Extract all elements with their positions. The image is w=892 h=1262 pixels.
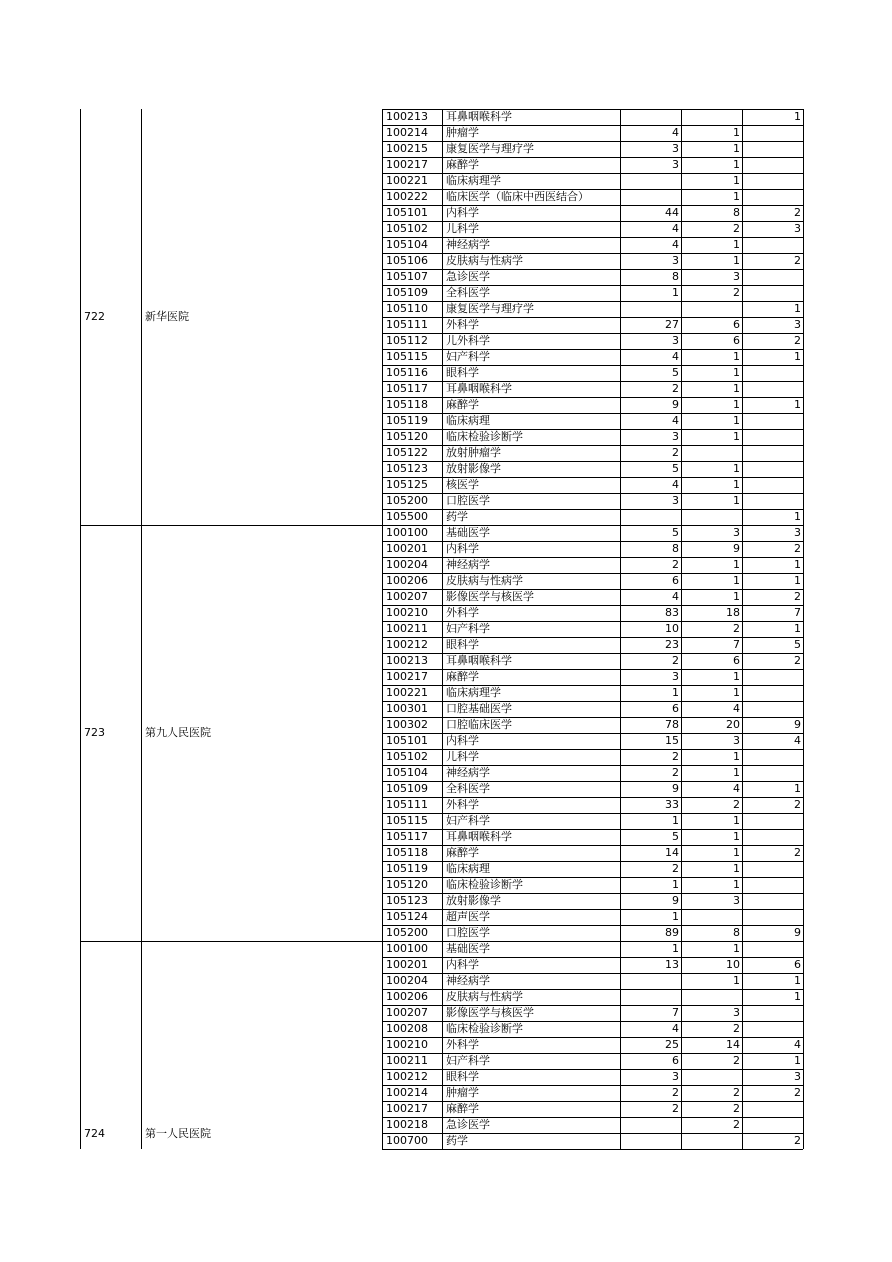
count-col1-cell: 3 bbox=[672, 254, 679, 267]
count-col2-cell: 1 bbox=[733, 590, 740, 603]
count-col1-cell: 3 bbox=[672, 670, 679, 683]
major-code-cell: 105102 bbox=[386, 222, 428, 235]
major-name-cell: 耳鼻咽喉科学 bbox=[446, 830, 512, 843]
major-code-cell: 100210 bbox=[386, 606, 428, 619]
major-name-cell: 急诊医学 bbox=[446, 270, 490, 283]
major-code-cell: 100208 bbox=[386, 1022, 428, 1035]
count-col2-cell: 1 bbox=[733, 494, 740, 507]
count-col1-cell: 15 bbox=[665, 734, 679, 747]
count-col1-cell: 2 bbox=[672, 862, 679, 875]
major-name-cell: 临床病理学 bbox=[446, 174, 501, 187]
major-code-cell: 100301 bbox=[386, 702, 428, 715]
count-col1-cell: 4 bbox=[672, 478, 679, 491]
major-code-cell: 105119 bbox=[386, 862, 428, 875]
count-col2-cell: 3 bbox=[733, 1006, 740, 1019]
major-code-cell: 105119 bbox=[386, 414, 428, 427]
major-name-cell: 内科学 bbox=[446, 206, 479, 219]
major-name-cell: 妇产科学 bbox=[446, 1054, 490, 1067]
count-col3-cell: 2 bbox=[794, 1086, 801, 1099]
count-col2-cell: 1 bbox=[733, 126, 740, 139]
major-name-cell: 影像医学与核医学 bbox=[446, 590, 534, 603]
count-col3-cell: 4 bbox=[794, 734, 801, 747]
count-col2-cell: 4 bbox=[733, 782, 740, 795]
major-name-cell: 药学 bbox=[446, 510, 468, 523]
count-col1-cell: 9 bbox=[672, 398, 679, 411]
count-col1-cell: 5 bbox=[672, 526, 679, 539]
table-column-border bbox=[803, 109, 804, 1149]
major-name-cell: 外科学 bbox=[446, 1038, 479, 1051]
major-code-cell: 100204 bbox=[386, 558, 428, 571]
major-name-cell: 麻醉学 bbox=[446, 158, 479, 171]
major-name-cell: 外科学 bbox=[446, 606, 479, 619]
count-col1-cell: 5 bbox=[672, 462, 679, 475]
count-col2-cell: 6 bbox=[733, 334, 740, 347]
major-code-cell: 100207 bbox=[386, 590, 428, 603]
major-name-cell: 眼科学 bbox=[446, 366, 479, 379]
count-col1-cell: 4 bbox=[672, 222, 679, 235]
count-col3-cell: 1 bbox=[794, 302, 801, 315]
count-col1-cell: 4 bbox=[672, 1022, 679, 1035]
count-col2-cell: 2 bbox=[733, 1086, 740, 1099]
count-col1-cell: 2 bbox=[672, 1086, 679, 1099]
count-col2-cell: 1 bbox=[733, 558, 740, 571]
major-code-cell: 100212 bbox=[386, 638, 428, 651]
major-name-cell: 麻醉学 bbox=[446, 1102, 479, 1115]
count-col1-cell: 8 bbox=[672, 542, 679, 555]
major-name-cell: 外科学 bbox=[446, 798, 479, 811]
major-name-cell: 皮肤病与性病学 bbox=[446, 574, 523, 587]
count-col1-cell: 1 bbox=[672, 814, 679, 827]
major-name-cell: 神经病学 bbox=[446, 766, 490, 779]
count-col3-cell: 2 bbox=[794, 1134, 801, 1147]
count-col3-cell: 2 bbox=[794, 334, 801, 347]
major-code-cell: 105125 bbox=[386, 478, 428, 491]
count-col2-cell: 1 bbox=[733, 478, 740, 491]
count-col2-cell: 2 bbox=[733, 286, 740, 299]
count-col2-cell: 1 bbox=[733, 158, 740, 171]
major-code-cell: 105106 bbox=[386, 254, 428, 267]
count-col1-cell: 5 bbox=[672, 830, 679, 843]
major-name-cell: 超声医学 bbox=[446, 910, 490, 923]
major-code-cell: 100213 bbox=[386, 654, 428, 667]
major-code-cell: 105200 bbox=[386, 494, 428, 507]
major-name-cell: 口腔临床医学 bbox=[446, 718, 512, 731]
count-col1-cell: 44 bbox=[665, 206, 679, 219]
major-name-cell: 药学 bbox=[446, 1134, 468, 1147]
major-code-cell: 105116 bbox=[386, 366, 428, 379]
count-col1-cell: 14 bbox=[665, 846, 679, 859]
count-col1-cell: 78 bbox=[665, 718, 679, 731]
major-name-cell: 神经病学 bbox=[446, 974, 490, 987]
major-code-cell: 100201 bbox=[386, 958, 428, 971]
count-col3-cell: 3 bbox=[794, 526, 801, 539]
count-col2-cell: 6 bbox=[733, 654, 740, 667]
major-code-cell: 100213 bbox=[386, 110, 428, 123]
count-col2-cell: 2 bbox=[733, 1102, 740, 1115]
major-code-cell: 105117 bbox=[386, 382, 428, 395]
count-col2-cell: 3 bbox=[733, 894, 740, 907]
count-col3-cell: 3 bbox=[794, 222, 801, 235]
count-col3-cell: 2 bbox=[794, 254, 801, 267]
count-col1-cell: 3 bbox=[672, 334, 679, 347]
count-col3-cell: 2 bbox=[794, 590, 801, 603]
major-name-cell: 内科学 bbox=[446, 734, 479, 747]
count-col2-cell: 1 bbox=[733, 878, 740, 891]
major-code-cell: 105124 bbox=[386, 910, 428, 923]
major-code-cell: 105120 bbox=[386, 430, 428, 443]
count-col1-cell: 1 bbox=[672, 686, 679, 699]
count-col2-cell: 1 bbox=[733, 830, 740, 843]
hospital-name: 第九人民医院 bbox=[145, 726, 211, 739]
count-col2-cell: 2 bbox=[733, 1054, 740, 1067]
major-code-cell: 100207 bbox=[386, 1006, 428, 1019]
count-col1-cell: 1 bbox=[672, 910, 679, 923]
count-col3-cell: 1 bbox=[794, 782, 801, 795]
count-col3-cell: 3 bbox=[794, 318, 801, 331]
count-col1-cell: 1 bbox=[672, 942, 679, 955]
count-col1-cell: 4 bbox=[672, 238, 679, 251]
count-col3-cell: 2 bbox=[794, 542, 801, 555]
count-col1-cell: 7 bbox=[672, 1006, 679, 1019]
count-col2-cell: 1 bbox=[733, 398, 740, 411]
major-code-cell: 100214 bbox=[386, 126, 428, 139]
major-code-cell: 105101 bbox=[386, 734, 428, 747]
major-name-cell: 麻醉学 bbox=[446, 670, 479, 683]
count-col3-cell: 1 bbox=[794, 990, 801, 1003]
count-col1-cell: 2 bbox=[672, 382, 679, 395]
major-code-cell: 100221 bbox=[386, 174, 428, 187]
major-name-cell: 麻醉学 bbox=[446, 846, 479, 859]
hospital-id: 724 bbox=[84, 1127, 105, 1140]
major-code-cell: 100215 bbox=[386, 142, 428, 155]
major-code-cell: 105111 bbox=[386, 318, 428, 331]
count-col2-cell: 3 bbox=[733, 734, 740, 747]
count-col3-cell: 1 bbox=[794, 622, 801, 635]
major-code-cell: 100218 bbox=[386, 1118, 428, 1131]
count-col3-cell: 2 bbox=[794, 798, 801, 811]
major-name-cell: 核医学 bbox=[446, 478, 479, 491]
major-name-cell: 放射影像学 bbox=[446, 462, 501, 475]
major-name-cell: 眼科学 bbox=[446, 638, 479, 651]
major-name-cell: 耳鼻咽喉科学 bbox=[446, 382, 512, 395]
major-code-cell: 105118 bbox=[386, 398, 428, 411]
major-code-cell: 100100 bbox=[386, 526, 428, 539]
count-col2-cell: 1 bbox=[733, 686, 740, 699]
major-name-cell: 临床病理 bbox=[446, 862, 490, 875]
major-code-cell: 105117 bbox=[386, 830, 428, 843]
table-column-border bbox=[681, 109, 682, 1149]
major-name-cell: 内科学 bbox=[446, 542, 479, 555]
major-code-cell: 105115 bbox=[386, 350, 428, 363]
count-col1-cell: 5 bbox=[672, 366, 679, 379]
count-col1-cell: 33 bbox=[665, 798, 679, 811]
count-col2-cell: 1 bbox=[733, 142, 740, 155]
major-code-cell: 105200 bbox=[386, 926, 428, 939]
major-code-cell: 100217 bbox=[386, 158, 428, 171]
hospital-group-divider bbox=[80, 941, 382, 942]
count-col1-cell: 27 bbox=[665, 318, 679, 331]
count-col2-cell: 10 bbox=[726, 958, 740, 971]
count-col2-cell: 7 bbox=[733, 638, 740, 651]
major-name-cell: 肿瘤学 bbox=[446, 126, 479, 139]
count-col2-cell: 8 bbox=[733, 206, 740, 219]
count-col2-cell: 1 bbox=[733, 238, 740, 251]
major-name-cell: 临床病理学 bbox=[446, 686, 501, 699]
count-col1-cell: 3 bbox=[672, 1070, 679, 1083]
major-code-cell: 105102 bbox=[386, 750, 428, 763]
major-code-cell: 105104 bbox=[386, 238, 428, 251]
major-name-cell: 放射影像学 bbox=[446, 894, 501, 907]
count-col2-cell: 1 bbox=[733, 974, 740, 987]
table-column-border bbox=[742, 109, 743, 1149]
count-col1-cell: 3 bbox=[672, 158, 679, 171]
count-col1-cell: 2 bbox=[672, 750, 679, 763]
count-col3-cell: 2 bbox=[794, 846, 801, 859]
count-col2-cell: 1 bbox=[733, 462, 740, 475]
major-code-cell: 105109 bbox=[386, 286, 428, 299]
count-col1-cell: 3 bbox=[672, 494, 679, 507]
count-col1-cell: 2 bbox=[672, 1102, 679, 1115]
count-col2-cell: 1 bbox=[733, 846, 740, 859]
count-col1-cell: 4 bbox=[672, 350, 679, 363]
major-name-cell: 外科学 bbox=[446, 318, 479, 331]
major-name-cell: 基础医学 bbox=[446, 942, 490, 955]
major-name-cell: 康复医学与理疗学 bbox=[446, 302, 534, 315]
major-code-cell: 105123 bbox=[386, 462, 428, 475]
count-col3-cell: 4 bbox=[794, 1038, 801, 1051]
count-col3-cell: 9 bbox=[794, 718, 801, 731]
major-name-cell: 临床检验诊断学 bbox=[446, 430, 523, 443]
major-name-cell: 耳鼻咽喉科学 bbox=[446, 110, 512, 123]
major-name-cell: 临床检验诊断学 bbox=[446, 878, 523, 891]
hospital-group-divider bbox=[80, 525, 382, 526]
count-col1-cell: 83 bbox=[665, 606, 679, 619]
count-col3-cell: 6 bbox=[794, 958, 801, 971]
major-name-cell: 儿科学 bbox=[446, 222, 479, 235]
count-col1-cell: 2 bbox=[672, 558, 679, 571]
major-name-cell: 妇产科学 bbox=[446, 350, 490, 363]
count-col2-cell: 2 bbox=[733, 622, 740, 635]
table-column-border bbox=[620, 109, 621, 1149]
count-col2-cell: 3 bbox=[733, 270, 740, 283]
major-name-cell: 临床检验诊断学 bbox=[446, 1022, 523, 1035]
major-code-cell: 100204 bbox=[386, 974, 428, 987]
count-col2-cell: 20 bbox=[726, 718, 740, 731]
major-code-cell: 100222 bbox=[386, 190, 428, 203]
count-col1-cell: 6 bbox=[672, 574, 679, 587]
count-col3-cell: 7 bbox=[794, 606, 801, 619]
major-code-cell: 105111 bbox=[386, 798, 428, 811]
count-col3-cell: 2 bbox=[794, 206, 801, 219]
count-col1-cell: 23 bbox=[665, 638, 679, 651]
major-name-cell: 妇产科学 bbox=[446, 814, 490, 827]
major-code-cell: 100206 bbox=[386, 990, 428, 1003]
major-name-cell: 妇产科学 bbox=[446, 622, 490, 635]
count-col2-cell: 1 bbox=[733, 942, 740, 955]
count-col1-cell: 3 bbox=[672, 430, 679, 443]
count-col2-cell: 1 bbox=[733, 254, 740, 267]
count-col3-cell: 1 bbox=[794, 350, 801, 363]
major-code-cell: 100221 bbox=[386, 686, 428, 699]
major-name-cell: 急诊医学 bbox=[446, 1118, 490, 1131]
major-name-cell: 康复医学与理疗学 bbox=[446, 142, 534, 155]
count-col2-cell: 1 bbox=[733, 430, 740, 443]
major-name-cell: 皮肤病与性病学 bbox=[446, 990, 523, 1003]
count-col2-cell: 2 bbox=[733, 798, 740, 811]
major-name-cell: 临床病理 bbox=[446, 414, 490, 427]
major-code-cell: 100100 bbox=[386, 942, 428, 955]
count-col2-cell: 1 bbox=[733, 414, 740, 427]
major-name-cell: 口腔医学 bbox=[446, 494, 490, 507]
major-name-cell: 放射肿瘤学 bbox=[446, 446, 501, 459]
hospital-name: 第一人民医院 bbox=[145, 1127, 211, 1140]
major-name-cell: 眼科学 bbox=[446, 1070, 479, 1083]
count-col3-cell: 9 bbox=[794, 926, 801, 939]
count-col3-cell: 3 bbox=[794, 1070, 801, 1083]
count-col1-cell: 8 bbox=[672, 270, 679, 283]
major-code-cell: 105118 bbox=[386, 846, 428, 859]
count-col2-cell: 1 bbox=[733, 574, 740, 587]
major-code-cell: 105123 bbox=[386, 894, 428, 907]
major-code-cell: 100302 bbox=[386, 718, 428, 731]
major-code-cell: 100206 bbox=[386, 574, 428, 587]
major-name-cell: 儿外科学 bbox=[446, 334, 490, 347]
count-col2-cell: 2 bbox=[733, 1022, 740, 1035]
count-col2-cell: 1 bbox=[733, 190, 740, 203]
count-col2-cell: 1 bbox=[733, 350, 740, 363]
major-code-cell: 105104 bbox=[386, 766, 428, 779]
count-col3-cell: 1 bbox=[794, 974, 801, 987]
left-column-border bbox=[80, 109, 81, 1149]
count-col1-cell: 13 bbox=[665, 958, 679, 971]
major-name-cell: 影像医学与核医学 bbox=[446, 1006, 534, 1019]
major-name-cell: 临床医学（临床中西医结合） bbox=[446, 190, 589, 203]
count-col2-cell: 2 bbox=[733, 222, 740, 235]
count-col2-cell: 4 bbox=[733, 702, 740, 715]
table-column-border bbox=[382, 109, 383, 1149]
count-col2-cell: 9 bbox=[733, 542, 740, 555]
major-name-cell: 内科学 bbox=[446, 958, 479, 971]
count-col2-cell: 2 bbox=[733, 1118, 740, 1131]
count-col2-cell: 1 bbox=[733, 366, 740, 379]
count-col1-cell: 4 bbox=[672, 126, 679, 139]
count-col3-cell: 1 bbox=[794, 574, 801, 587]
count-col3-cell: 1 bbox=[794, 110, 801, 123]
count-col1-cell: 2 bbox=[672, 766, 679, 779]
hospital-id: 722 bbox=[84, 310, 105, 323]
major-code-cell: 105110 bbox=[386, 302, 428, 315]
major-code-cell: 100214 bbox=[386, 1086, 428, 1099]
count-col3-cell: 1 bbox=[794, 558, 801, 571]
major-code-cell: 100700 bbox=[386, 1134, 428, 1147]
major-code-cell: 100210 bbox=[386, 1038, 428, 1051]
count-col2-cell: 8 bbox=[733, 926, 740, 939]
table-column-border bbox=[442, 109, 443, 1149]
count-col1-cell: 3 bbox=[672, 142, 679, 155]
major-name-cell: 肿瘤学 bbox=[446, 1086, 479, 1099]
major-name-cell: 口腔基础医学 bbox=[446, 702, 512, 715]
count-col1-cell: 1 bbox=[672, 286, 679, 299]
hospital-name: 新华医院 bbox=[145, 310, 189, 323]
major-name-cell: 儿科学 bbox=[446, 750, 479, 763]
count-col2-cell: 1 bbox=[733, 814, 740, 827]
count-col1-cell: 9 bbox=[672, 782, 679, 795]
count-col2-cell: 1 bbox=[733, 766, 740, 779]
major-code-cell: 100211 bbox=[386, 622, 428, 635]
count-col1-cell: 6 bbox=[672, 702, 679, 715]
count-col3-cell: 5 bbox=[794, 638, 801, 651]
major-code-cell: 105120 bbox=[386, 878, 428, 891]
count-col1-cell: 4 bbox=[672, 590, 679, 603]
major-code-cell: 105122 bbox=[386, 446, 428, 459]
major-code-cell: 105109 bbox=[386, 782, 428, 795]
count-col1-cell: 1 bbox=[672, 878, 679, 891]
major-name-cell: 皮肤病与性病学 bbox=[446, 254, 523, 267]
major-name-cell: 麻醉学 bbox=[446, 398, 479, 411]
table-row-border bbox=[382, 1149, 803, 1150]
major-name-cell: 全科医学 bbox=[446, 782, 490, 795]
major-code-cell: 105107 bbox=[386, 270, 428, 283]
major-name-cell: 神经病学 bbox=[446, 558, 490, 571]
major-code-cell: 100201 bbox=[386, 542, 428, 555]
count-col1-cell: 4 bbox=[672, 414, 679, 427]
major-name-cell: 口腔医学 bbox=[446, 926, 490, 939]
hospital-id: 723 bbox=[84, 726, 105, 739]
count-col1-cell: 6 bbox=[672, 1054, 679, 1067]
count-col1-cell: 10 bbox=[665, 622, 679, 635]
count-col2-cell: 14 bbox=[726, 1038, 740, 1051]
major-name-cell: 耳鼻咽喉科学 bbox=[446, 654, 512, 667]
major-code-cell: 105101 bbox=[386, 206, 428, 219]
count-col2-cell: 18 bbox=[726, 606, 740, 619]
count-col3-cell: 1 bbox=[794, 398, 801, 411]
major-code-cell: 105115 bbox=[386, 814, 428, 827]
count-col2-cell: 1 bbox=[733, 750, 740, 763]
major-code-cell: 100217 bbox=[386, 670, 428, 683]
major-code-cell: 100212 bbox=[386, 1070, 428, 1083]
count-col2-cell: 1 bbox=[733, 382, 740, 395]
major-name-cell: 神经病学 bbox=[446, 238, 490, 251]
major-code-cell: 100217 bbox=[386, 1102, 428, 1115]
count-col3-cell: 1 bbox=[794, 1054, 801, 1067]
count-col2-cell: 3 bbox=[733, 526, 740, 539]
major-code-cell: 100211 bbox=[386, 1054, 428, 1067]
left-column-border bbox=[141, 109, 142, 1149]
major-code-cell: 105500 bbox=[386, 510, 428, 523]
major-name-cell: 基础医学 bbox=[446, 526, 490, 539]
major-code-cell: 105112 bbox=[386, 334, 428, 347]
count-col1-cell: 9 bbox=[672, 894, 679, 907]
count-col3-cell: 1 bbox=[794, 510, 801, 523]
count-col1-cell: 2 bbox=[672, 654, 679, 667]
count-col2-cell: 1 bbox=[733, 862, 740, 875]
count-col1-cell: 89 bbox=[665, 926, 679, 939]
count-col3-cell: 2 bbox=[794, 654, 801, 667]
count-col2-cell: 1 bbox=[733, 174, 740, 187]
count-col1-cell: 25 bbox=[665, 1038, 679, 1051]
count-col1-cell: 2 bbox=[672, 446, 679, 459]
count-col2-cell: 6 bbox=[733, 318, 740, 331]
major-name-cell: 全科医学 bbox=[446, 286, 490, 299]
count-col2-cell: 1 bbox=[733, 670, 740, 683]
